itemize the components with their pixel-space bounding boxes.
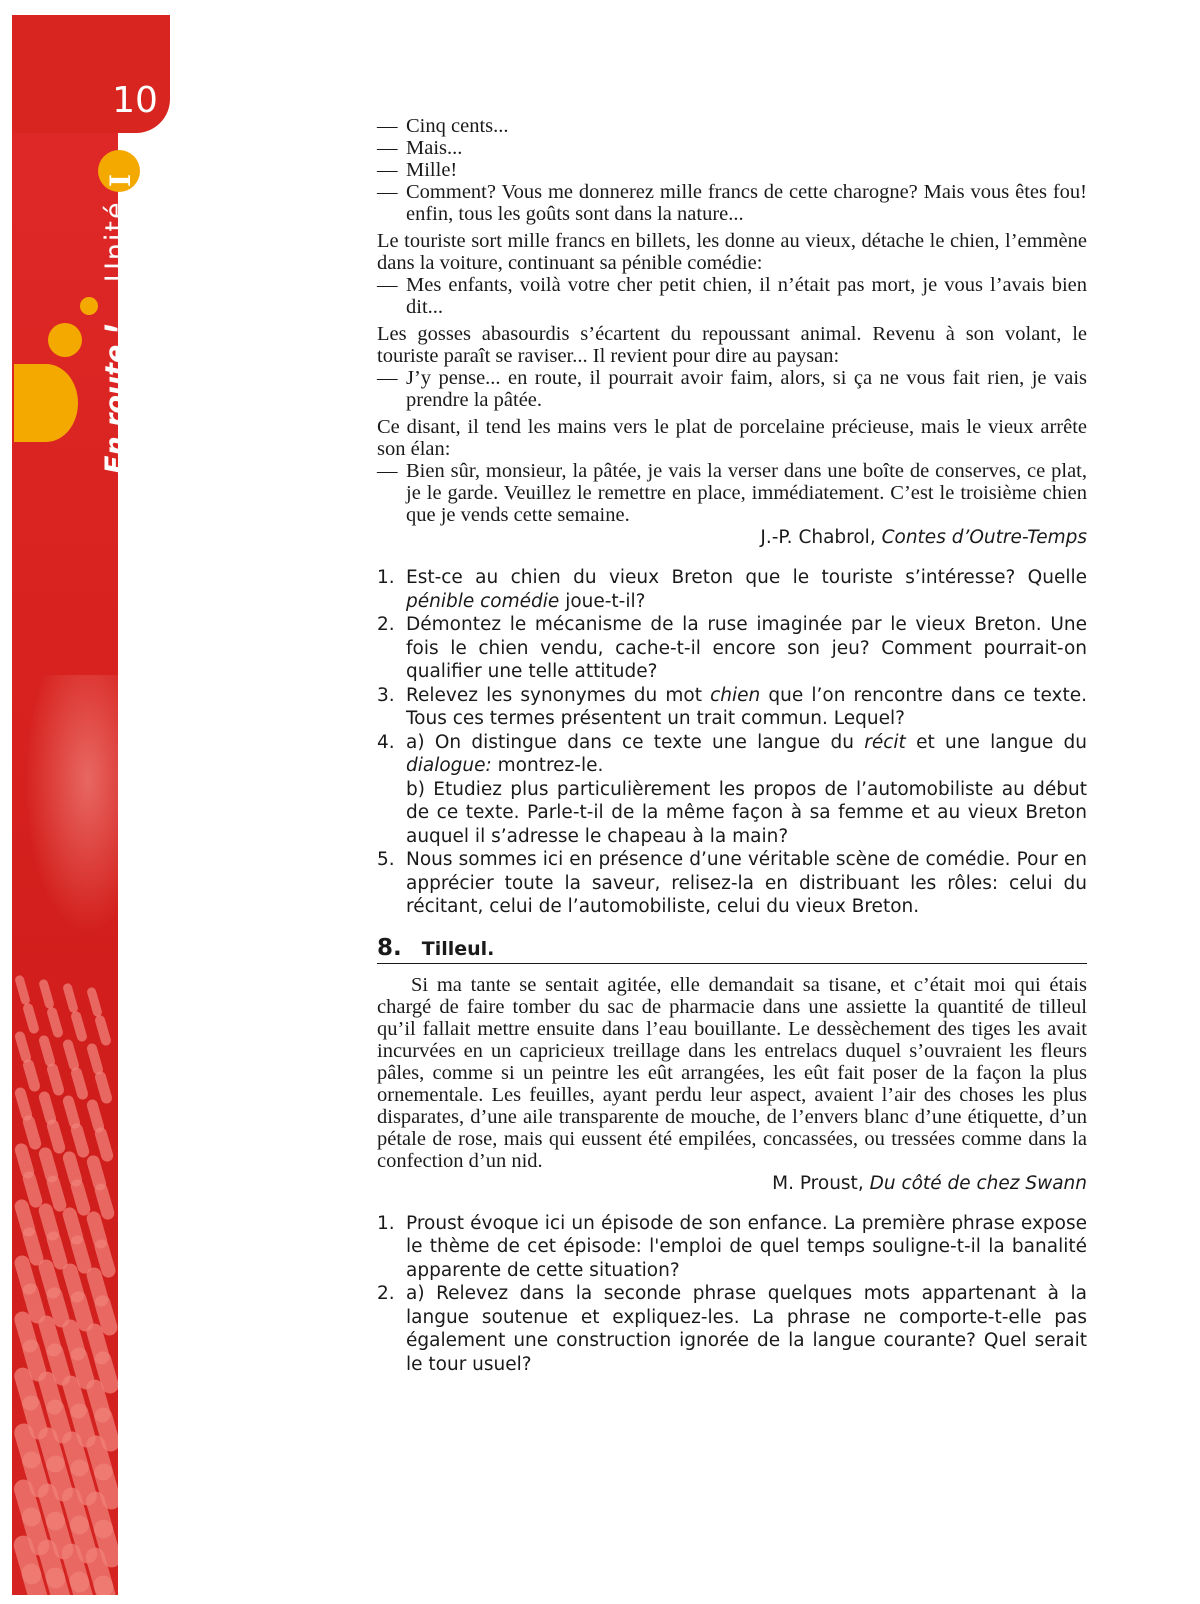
page-number: 10 (112, 80, 158, 121)
decor-dot-small (80, 297, 98, 315)
stripe-mark (70, 1066, 89, 1101)
stripe-mark (86, 986, 103, 1017)
stripe-mark (94, 1014, 112, 1046)
cyclist-photo (24, 675, 118, 935)
dialogue-dash: — (377, 159, 398, 181)
unit-label: Unité (100, 200, 131, 282)
question-item: 3. Relevez les synonymes du mot chien que l’on rencontre dans ce texte. Tous ces termes présentent un trait commun. Lequel? (377, 684, 1087, 729)
narrative-paragraph: Le touriste sort mille francs en billets, les donne au vieux, détache le chien, l’emmène dans la voiture, continuant sa pénible comédie: (377, 230, 1087, 274)
decor-dot-medium (48, 323, 82, 357)
dialogue-line: — Mille! (377, 159, 458, 181)
question-list (377, 566, 1087, 919)
attribution-work: Contes d’Outre-Temps (881, 527, 1087, 548)
dialogue-line: — Comment? Vous me donnerez mille francs de cette charogne? Mais vous êtes fou! enfin, tous les goûts sont dans la nature... (377, 181, 1087, 225)
section-label: En route ! (100, 322, 131, 474)
dialogue-line: — Cinq cents... (377, 115, 509, 137)
dialogue-line: — Mais... (377, 137, 463, 159)
dialogue-block-1 (377, 115, 1087, 225)
attribution-work: Du côté de chez Swann (869, 1172, 1087, 1194)
question-item: 1. Proust évoque ici un épisode de son enfance. La première phrase expose le thème de cet épisode: l'emploi de quel temps souligne-t-il la banalité apparente de cette situation? (377, 1212, 1087, 1281)
dialogue-dash: — (377, 181, 398, 203)
dialogue-dash: — (377, 274, 398, 296)
attribution (377, 526, 1087, 550)
dialogue-dash: — (377, 115, 398, 137)
page-content (377, 115, 1087, 1376)
dialogue-line: — Mes enfants, voilà votre cher petit chien, il n’était pas mort, je vous l’avais bien dit... (377, 274, 1087, 318)
decor-dot-large (14, 364, 78, 442)
section-heading (377, 935, 1087, 964)
stripe-mark (46, 1062, 65, 1097)
unit-number: I (104, 173, 137, 187)
attribution (377, 1172, 1087, 1196)
question-item: 2. Démontez le mécanisme de la ruse imaginée par le vieux Breton. Une fois le chien vendu, cache-t-il encore son jeu? Comment pourrait-on qualifier une telle attitude? (377, 614, 1087, 682)
question-item: 2. a) Relevez dans la seconde phrase quelques mots appartenant à la langue soutenue et expliquez-les. La phrase ne comporte-t-elle pas également une construction ignorée de la langue courante? Quel serait le tour usuel? (377, 1283, 1087, 1375)
stripe-mark (14, 974, 31, 1005)
section-number: 8. (377, 934, 402, 961)
question-subitem: b) Etudiez plus particulièrement les propos de l’automobiliste au début de ce texte. Parle-t-il de la même façon à sa femme et au vieux Breton auquel il s’adresse le chapeau à la main? (406, 778, 1087, 847)
stripe-mark (94, 1070, 113, 1105)
narrative-paragraph: Les gosses abasourdis s’écartent du repoussant animal. Revenu à son volant, le touriste paraît se raviser... Il revient pour dire au paysan: (377, 323, 1087, 367)
stripe-mark (46, 1006, 64, 1038)
stripe-mark (62, 982, 79, 1013)
stripe-mark (22, 1002, 40, 1034)
dialogue-dash: — (377, 460, 398, 482)
question-item: 1. Est-ce au chien du vieux Breton que le touriste s’intéresse? Quelle pénible comédie joue-t-il? (377, 567, 1087, 612)
dialogue-line: — J’y pense... en route, il pourrait avoir faim, alors, si ça ne vous fait rien, je vais prendre la pâtée. (377, 367, 1087, 411)
section-title: Tilleul. (421, 937, 495, 960)
dialogue-dash: — (377, 137, 398, 159)
question-list (377, 1212, 1087, 1377)
dialogue-line: — Bien sûr, monsieur, la pâtée, je vais la verser dans une boîte de conserves, ce plat, je le garde. Veuillez le remettre en place, immédiatement. C’est le troisième chien que je vends cette semaine. (377, 460, 1087, 526)
question-item: 5. Nous sommes ici en présence d’une véritable scène de comédie. Pour en apprécier toute la saveur, relisez-la en distribuant les rôles: celui du récitant, celui de l’automobiliste, celui du vieux Breton. (377, 849, 1087, 917)
dialogue-dash: — (377, 367, 398, 389)
question-item: 4. a) On distingue dans ce texte une langue du récit et une langue du dialogue: montrez-le. b) Etudiez plus particulièrement les propos de l’automobiliste au début de ce texte. Parle-t-il de la même façon à sa femme et au vieux Breton auquel il s’adresse le chapeau à la main? (377, 731, 1087, 847)
stripe-mark (38, 978, 55, 1009)
stripe-mark (70, 1010, 88, 1042)
stripe-mark (22, 1058, 41, 1093)
attribution-author: J.-P. Chabrol, (760, 527, 876, 548)
literary-passage: Si ma tante se sentait agitée, elle demandait sa tisane, et c’était moi qui étais chargé de faire tomber du sac de pharmacie dans une assiette la quantité de tilleul qu’il fallait mettre ensuite dans l’eau bouillante. Le dessèchement des tiges les avait incurvées en un capricieux treillage dans les entrelacs duquel s’ouvraient les fleurs pâles, comme si un peintre les eût arrangées, les eût fait poser de la façon la plus ornementale. Les feuilles, ayant perdu leur aspect, avaient l’air des choses les plus disparates, d’une aile transparente de mouche, de l’envers blanc d’une étiquette, d’un pétale de rose, mais qui eussent été empilées, concassées, ou tressées comme dans la confection d’un nid. (377, 973, 1087, 1172)
attribution-author: M. Proust, (772, 1172, 864, 1194)
narrative-paragraph: Ce disant, il tend les mains vers le plat de porcelaine précieuse, mais le vieux arrête son élan: (377, 416, 1087, 460)
